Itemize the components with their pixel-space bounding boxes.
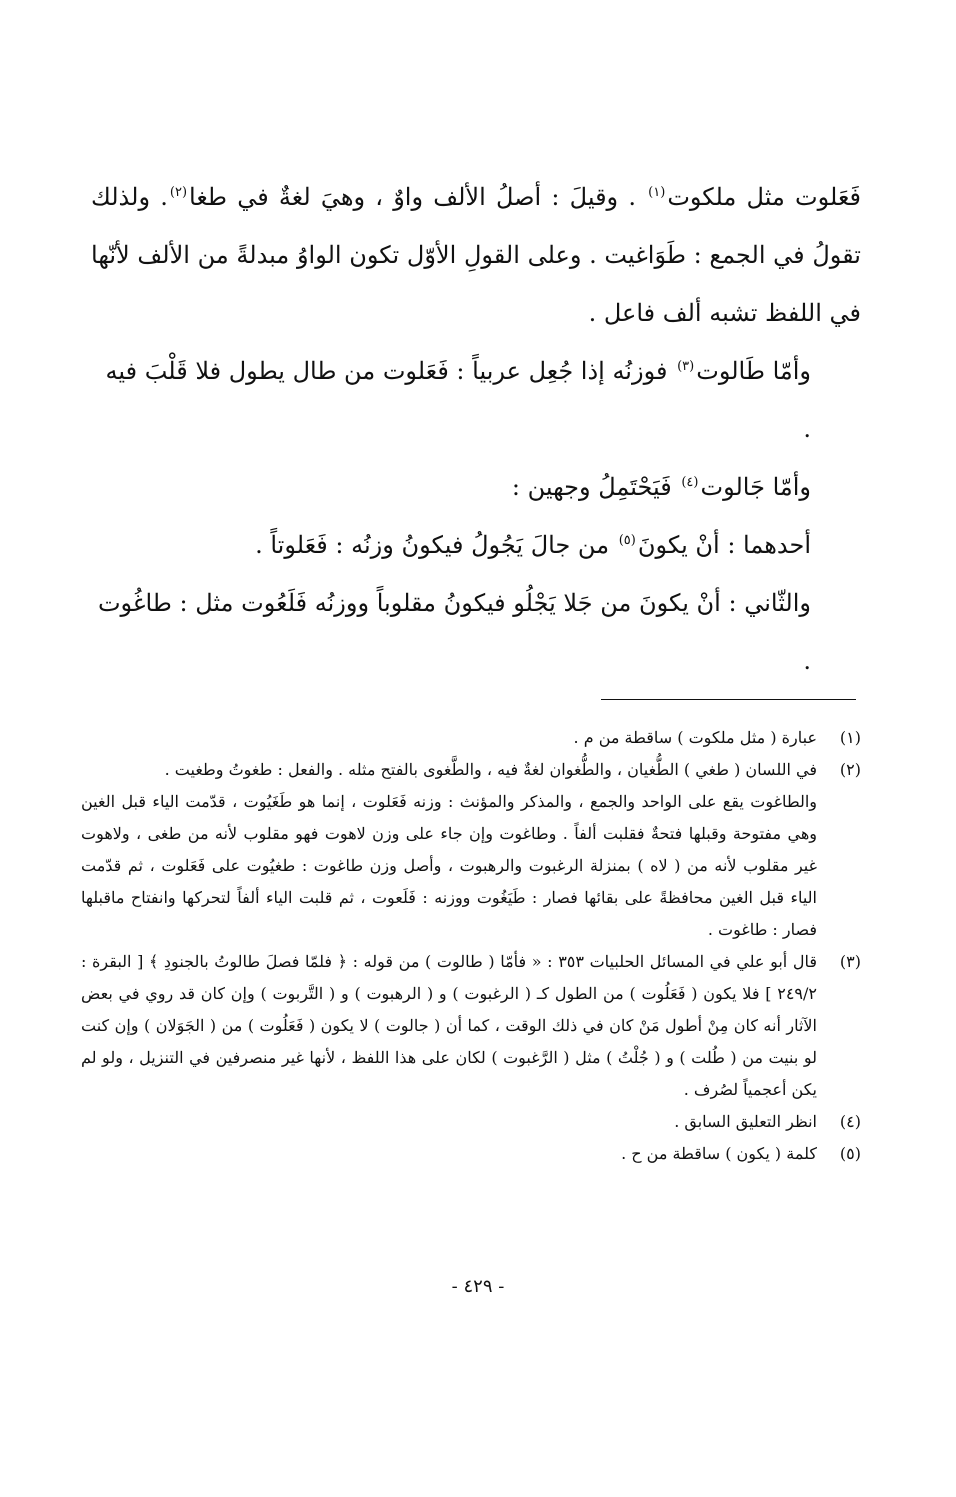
footnote-ref-4[interactable]: (٤): [681, 475, 699, 490]
text-span: من جالَ يَجُولُ فيكونُ وزنُه : فَعَلوتاً .: [255, 531, 617, 559]
footnote-text: كلمة ( يكون ) ساقطة من ح .: [621, 1144, 817, 1163]
main-text: [91, 168, 861, 690]
paragraph-4: [91, 516, 861, 574]
footnote-number: (٤): [839, 1112, 861, 1131]
footnote-text: قال أبو علي في المسائل الحلبيات ٣٥٣ : « فأمّا ( طالوت ) من قوله : ﴿ فلمّا فصلَ طالوتُ بالجنودِ ﴾ [ البقرة : ٢٤٩/٢ ] فلا يكون ( فَعَلُوت ) من الطول كـ ( الرغبوت ) و ( الرهبوت ) و ( التَّربوت ) وإن كان قد روي في بعض الآثار أنه كان مِنْ أطول مَنْ كان في ذلك الوقت ، كما أن ( جالوت ) لا يكون ( فَعَلُوت ) من ( الجَوَلان ) وإن كنت لو بنيت من ( طُلت ) و ( جُلْتُ ) مثل ( الرَّغبوت ) لكان على هذا اللفظ ، لأنها غير منصرفين في التنزيل ، ولو لم يكن أعجمياً لصُرف .: [81, 952, 817, 1099]
page-number: - ٤٢٩ -: [451, 1276, 505, 1297]
text-span: . ولذلك تقولُ في الجمع : طَوَاغيت . وعلى القولِ الأوّل تكون الواوُ مبدلةً من الألف لأنّها في اللفظ تشبه ألف فاعل .: [91, 183, 861, 327]
text-span: وأمّا طَالوت: [696, 357, 811, 385]
footnote-text: والطاغوت يقع على الواحد والجمع ، والمذكر والمؤنث : وزنه فَعَلوت ، إنما هو طَغَيُوت ، قدّمت الياء قبل الغين وهي مفتوحة وقبلها فتحةٌ فقلبت ألفاً . وطاغوت وإن جاء على وزن لاهوت فهو مقلوب لأنه من طغى ، ولاهوت غير مقلوب لأنه من ( لاه ) بمنزلة الرغبوت والرهبوت ، وأصل وزن طاغوت : طغيُوت على فَعَلوت ، ثم قدّمت الياء قبل الغين محافظةً على بقائها فصار : طَيَغُوت ووزنه : فَلَعوت ، ثم قلبت الياء ألفاً لتحركها وانفتاح ماقبلها فصار : طاغوت .: [81, 792, 817, 939]
footnote-number: (٣): [839, 952, 861, 971]
footnote-number: (١): [839, 728, 861, 747]
footnote-body: [81, 1106, 817, 1138]
footnote-text: عبارة ( مثل ملكوت ) ساقطة من م .: [573, 728, 817, 747]
footnote-3: [81, 946, 861, 1106]
paragraph-2: [91, 342, 861, 458]
footnote-text: في اللسان ( طغي ) الطُّغيان ، والطُّغوان لغةٌ فيه ، والطَّغوى بالفتح مثله . والفعل : طغوتُ وطغيت .: [164, 760, 817, 779]
footnote-ref-1[interactable]: (١): [648, 185, 666, 200]
text-span: وأمّا جَالوت: [700, 473, 811, 501]
footnote-4: [81, 1106, 861, 1138]
text-span: فَعَلوت مثل ملكوت: [667, 183, 862, 211]
footnote-body: [81, 754, 817, 946]
footnote-ref-3[interactable]: (٣): [677, 359, 695, 374]
footnotes-section: [81, 722, 861, 1170]
footnote-divider: [601, 699, 856, 700]
text-span: . وقيلَ : أصلُ الألف واوٌ ، وهيَ لغةٌ في طغا: [189, 183, 647, 211]
footnote-text: انظر التعليق السابق .: [674, 1112, 817, 1131]
footnote-5: [81, 1138, 861, 1170]
footnote-body: [81, 1138, 817, 1170]
footnote-ref-5[interactable]: (٥): [618, 533, 636, 548]
footnote-1: [81, 722, 861, 754]
footnote-number: (٢): [839, 760, 861, 779]
text-span: فوزنُه إذا جُعِل عربياً : فَعَلوت من طال يطول فلا قَلْبَ فيه .: [105, 357, 811, 443]
footnote-2: [81, 754, 861, 946]
paragraph-5: والثّاني : أنْ يكونَ من جَلا يَجْلُو فيكونُ مقلوباً ووزنُه فَلَعُوت مثل : طاغُوت .: [97, 589, 811, 675]
footnote-ref-2[interactable]: (٢): [169, 185, 188, 200]
footnote-body: [81, 946, 817, 1106]
footnote-number: (٥): [839, 1144, 861, 1163]
footnote-body: [81, 722, 817, 754]
paragraph-3: [91, 458, 861, 516]
text-span: أحدهما : أنْ يكونَ: [637, 531, 811, 559]
text-span: فَيَحْتَمِلُ وجهين :: [511, 473, 680, 501]
paragraph-1: [91, 168, 861, 342]
